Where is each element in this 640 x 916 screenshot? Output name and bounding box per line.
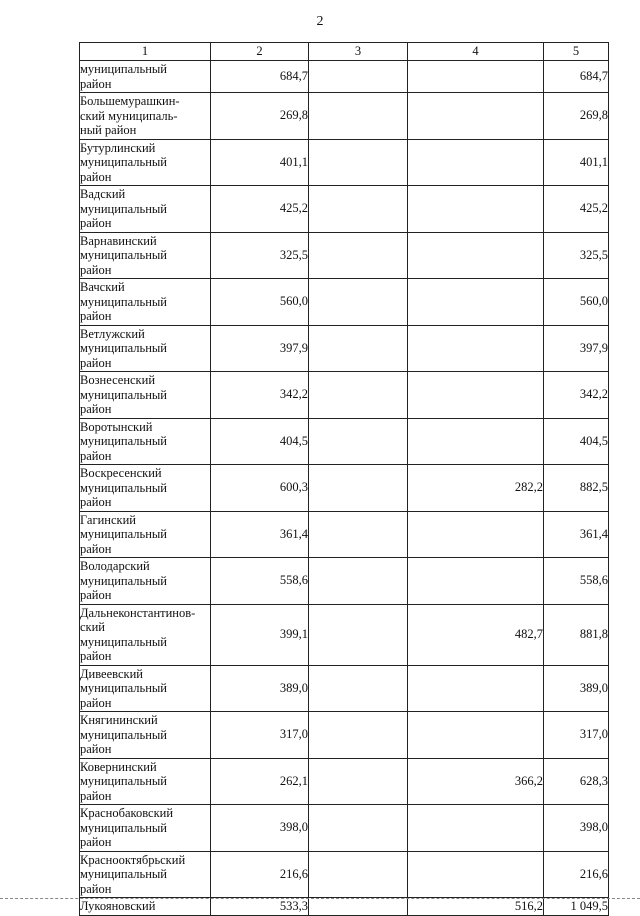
value-cell-c2: 325,5 [211, 232, 309, 279]
value-cell-c3 [309, 279, 408, 326]
district-name-cell [80, 465, 211, 512]
value-cell-c5: 1 049,5 [544, 898, 609, 916]
district-name-cell [80, 558, 211, 605]
table-row [80, 418, 609, 465]
district-name-line: Вадский [80, 187, 126, 201]
district-name-line: район [80, 309, 112, 323]
district-name-line: район [80, 695, 112, 710]
value-cell-c4: 282,2 [408, 465, 544, 512]
district-name-line: Гагинский [80, 512, 136, 527]
district-name-cell [80, 758, 211, 805]
value-cell-c5: 560,0 [544, 279, 609, 326]
district-name-line: муниципальный [80, 867, 167, 881]
value-cell-c5: 361,4 [544, 511, 609, 558]
district-name-cell [80, 665, 211, 712]
table-row [80, 139, 609, 186]
district-name-line: Володарский [80, 559, 150, 573]
district-name-line: Ковернинский [80, 759, 157, 774]
district-name-line: муниципальный [80, 774, 167, 788]
district-name-cell [80, 279, 211, 326]
value-cell-c2: 398,0 [211, 805, 309, 852]
value-cell-c4 [408, 93, 544, 140]
page-number: 2 [316, 14, 324, 29]
table-row [80, 604, 609, 665]
district-name-line: район [80, 448, 112, 463]
district-name-line: муниципальный [80, 727, 167, 742]
district-name-cell [80, 139, 211, 186]
table-row [80, 712, 609, 759]
table-row [80, 61, 609, 93]
district-name-cell [80, 851, 211, 898]
value-cell-c2: 389,0 [211, 665, 309, 712]
district-name-line: Вачский [80, 280, 125, 294]
district-name-line: ский муниципаль- [80, 108, 178, 123]
district-name-line: Дивеевский [80, 666, 143, 681]
value-cell-c3 [309, 372, 408, 419]
column-header: 5 [544, 43, 609, 61]
district-name-cell [80, 418, 211, 465]
table-row [80, 511, 609, 558]
table-row [80, 805, 609, 852]
value-cell-c5: 684,7 [544, 61, 609, 93]
district-name-cell [80, 511, 211, 558]
value-cell-c2: 600,3 [211, 465, 309, 512]
table-row [80, 851, 609, 898]
district-name-line: район [80, 541, 112, 556]
district-name-line: Вознесенский [80, 373, 156, 387]
district-name-cell [80, 712, 211, 759]
district-name-line: район [80, 835, 112, 849]
value-cell-c5: 882,5 [544, 465, 609, 512]
value-cell-c2: 216,6 [211, 851, 309, 898]
district-name-line: муниципальный [80, 201, 167, 216]
value-cell-c2: 401,1 [211, 139, 309, 186]
data-table [79, 42, 609, 916]
value-cell-c3 [309, 805, 408, 852]
value-cell-c3 [309, 61, 408, 93]
district-name-line: Ветлужский [80, 326, 145, 341]
district-name-line: район [80, 881, 112, 896]
value-cell-c2: 361,4 [211, 511, 309, 558]
district-name-line: Варнавинский [80, 233, 157, 248]
value-cell-c5: 401,1 [544, 139, 609, 186]
value-cell-c2: 404,5 [211, 418, 309, 465]
table-row [80, 93, 609, 140]
column-header: 3 [309, 43, 408, 61]
district-name-line: муниципальный [80, 248, 167, 262]
column-header: 4 [408, 43, 544, 61]
district-name-line: Лукояновский [80, 899, 156, 913]
value-cell-c4 [408, 232, 544, 279]
district-name-line: Дальнеконстантинов- [80, 605, 196, 620]
district-name-line: Воротынский [80, 419, 153, 434]
value-cell-c4 [408, 851, 544, 898]
value-cell-c5: 425,2 [544, 186, 609, 233]
district-name-line: Княгининский [80, 713, 158, 727]
table-row [80, 372, 609, 419]
value-cell-c5: 342,2 [544, 372, 609, 419]
value-cell-c3 [309, 511, 408, 558]
value-cell-c5: 558,6 [544, 558, 609, 605]
district-name-cell [80, 61, 211, 93]
district-name-cell [80, 325, 211, 372]
value-cell-c4: 366,2 [408, 758, 544, 805]
district-name-line: муниципальный [80, 480, 167, 495]
value-cell-c4 [408, 61, 544, 93]
value-cell-c4 [408, 279, 544, 326]
district-name-line: ский [80, 620, 105, 634]
value-cell-c5: 881,8 [544, 604, 609, 665]
column-header: 1 [80, 43, 211, 61]
value-cell-c4 [408, 712, 544, 759]
value-cell-c5: 317,0 [544, 712, 609, 759]
value-cell-c2: 269,8 [211, 93, 309, 140]
district-name-line: район [80, 649, 112, 663]
district-name-line: муниципальный [80, 62, 167, 76]
district-name-cell [80, 805, 211, 852]
table-row [80, 558, 609, 605]
page-bottom-rule [0, 898, 640, 899]
district-name-cell [80, 93, 211, 140]
value-cell-c4 [408, 418, 544, 465]
district-name-line: муниципальный [80, 573, 167, 588]
district-name-line: муниципальный [80, 341, 167, 355]
table-row [80, 758, 609, 805]
value-cell-c3 [309, 232, 408, 279]
district-name-line: муниципальный [80, 434, 167, 448]
value-cell-c4 [408, 186, 544, 233]
value-cell-c4 [408, 511, 544, 558]
value-cell-c3 [309, 851, 408, 898]
district-name-line: муниципальный [80, 155, 167, 169]
table-row [80, 279, 609, 326]
value-cell-c2: 533,3 [211, 898, 309, 916]
table-row [80, 465, 609, 512]
district-name-cell [80, 372, 211, 419]
value-cell-c2: 317,0 [211, 712, 309, 759]
district-name-line: муниципальный [80, 527, 167, 541]
table-row [80, 665, 609, 712]
district-name-line: ный район [80, 123, 137, 137]
district-name-line: район [80, 355, 112, 370]
value-cell-c4 [408, 372, 544, 419]
value-cell-c3 [309, 465, 408, 512]
district-name-line: муниципальный [80, 681, 167, 695]
value-cell-c2: 399,1 [211, 604, 309, 665]
value-cell-c3 [309, 558, 408, 605]
column-header: 2 [211, 43, 309, 61]
district-name-cell [80, 604, 211, 665]
value-cell-c2: 342,2 [211, 372, 309, 419]
value-cell-c4 [408, 325, 544, 372]
value-cell-c4 [408, 558, 544, 605]
value-cell-c5: 628,3 [544, 758, 609, 805]
table-row [80, 898, 609, 916]
value-cell-c5: 269,8 [544, 93, 609, 140]
value-cell-c3 [309, 712, 408, 759]
value-cell-c4 [408, 139, 544, 186]
district-name-cell [80, 898, 211, 916]
district-name-line: район [80, 216, 112, 230]
district-name-line: район [80, 169, 112, 184]
value-cell-c2: 558,6 [211, 558, 309, 605]
value-cell-c2: 560,0 [211, 279, 309, 326]
district-name-cell [80, 186, 211, 233]
value-cell-c5: 397,9 [544, 325, 609, 372]
value-cell-c3 [309, 139, 408, 186]
district-name-line: Краснобаковский [80, 806, 174, 820]
value-cell-c5: 398,0 [544, 805, 609, 852]
value-cell-c4 [408, 805, 544, 852]
value-cell-c5: 389,0 [544, 665, 609, 712]
value-cell-c2: 262,1 [211, 758, 309, 805]
value-cell-c3 [309, 604, 408, 665]
district-name-line: Воскресенский [80, 466, 162, 480]
district-name-line: район [80, 742, 112, 756]
value-cell-c3 [309, 418, 408, 465]
value-cell-c2: 397,9 [211, 325, 309, 372]
value-cell-c4: 482,7 [408, 604, 544, 665]
value-cell-c3 [309, 186, 408, 233]
value-cell-c3 [309, 758, 408, 805]
value-cell-c3 [309, 665, 408, 712]
value-cell-c5: 216,6 [544, 851, 609, 898]
district-name-line: муниципальный [80, 387, 167, 402]
district-name-line: район [80, 495, 112, 509]
value-cell-c3 [309, 93, 408, 140]
value-cell-c5: 404,5 [544, 418, 609, 465]
table-row [80, 186, 609, 233]
table-body [80, 61, 609, 916]
table-row [80, 232, 609, 279]
district-name-line: район [80, 262, 112, 277]
district-name-line: муниципальный [80, 820, 167, 835]
value-cell-c5: 325,5 [544, 232, 609, 279]
district-name-line: Краснооктябрьский [80, 852, 186, 867]
district-name-line: Большемурашкин- [80, 94, 180, 108]
table-row [80, 325, 609, 372]
district-name-line: район [80, 402, 112, 416]
value-cell-c4: 516,2 [408, 898, 544, 916]
district-name-line: район [80, 788, 112, 803]
value-cell-c3 [309, 898, 408, 916]
district-name-line: район [80, 76, 112, 91]
header-row [80, 43, 609, 61]
district-name-cell [80, 232, 211, 279]
district-name-line: муниципальный [80, 294, 167, 309]
value-cell-c3 [309, 325, 408, 372]
district-name-line: муниципальный [80, 634, 167, 649]
district-name-line: Бутурлинский [80, 140, 156, 155]
value-cell-c4 [408, 665, 544, 712]
value-cell-c2: 684,7 [211, 61, 309, 93]
value-cell-c2: 425,2 [211, 186, 309, 233]
district-name-line: район [80, 588, 112, 602]
